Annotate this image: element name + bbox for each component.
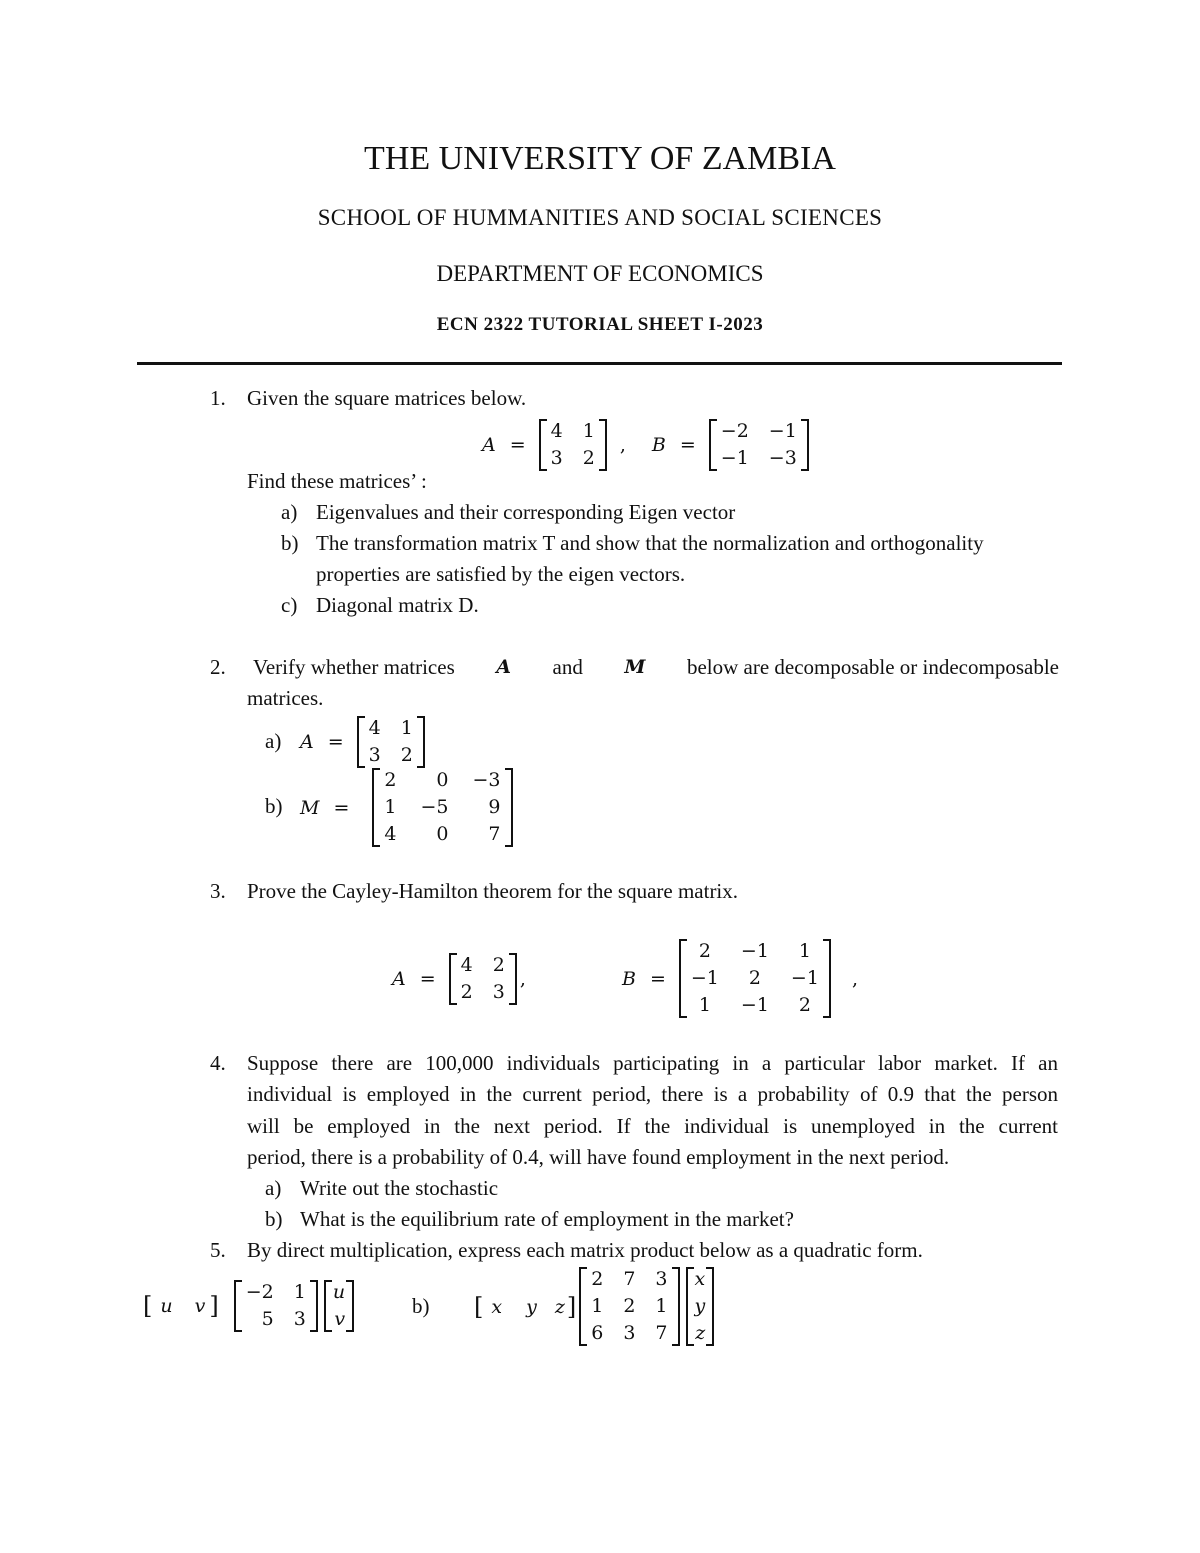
- q5-text: By direct multiplication, express each matrix product below as a quadratic form.: [247, 1238, 923, 1262]
- q4-b-label: b): [265, 1207, 283, 1231]
- q2-a-label: a): [265, 729, 282, 753]
- q2-matrix-M: 2 0 −3 1 −5 9 4 0 7: [372, 767, 512, 848]
- q5-matrix-b: 2 7 3 1 2 1 6 3 7: [579, 1266, 679, 1347]
- q4-line2: individual is employed in the current period, there is a probability of 0.9 that the person: [247, 1082, 1058, 1106]
- school-title: SCHOOL OF HUMMANITIES AND SOCIAL SCIENCES: [317, 205, 883, 230]
- q3-A-equation: A = 4 2 2 3 ,: [392, 952, 526, 1006]
- q2-b-label: b): [265, 794, 283, 818]
- university-title: THE UNIVERSITY OF ZAMBIA: [364, 140, 836, 177]
- q1-A-label: A: [482, 434, 496, 456]
- q3-B-equation: B = 2 −1 1 −1 2 −1 1 −1 2 ,: [622, 938, 858, 1019]
- q3-number: 3.: [210, 879, 226, 903]
- q4-line3: will be employed in the next period. If the individual is unemployed in the current: [247, 1114, 1058, 1138]
- q3-matrix-A: 4 2 2 3: [449, 952, 517, 1006]
- q1-find: Find these matrices’ :: [247, 469, 427, 493]
- q1-matrix-B: −2 −1 −1 −3: [709, 418, 809, 472]
- q5-a-expression: [ u v ] −2 1 5 3 u v: [143, 1279, 357, 1333]
- q4-number: 4.: [210, 1051, 226, 1075]
- q2-b-equation: M = 2 0 −3 1 −5 9 4 0 7: [300, 767, 516, 848]
- q5-b-expression: [ x y z ] 2 7 3 1 2 1 6 3 7 x y z: [474, 1266, 717, 1347]
- q2-text-line1: Verify whether matrices A and M below are decomposable or indecomposable: [253, 652, 1059, 683]
- q5-b-label: b): [412, 1294, 430, 1318]
- q1-text: Given the square matrices below.: [247, 386, 527, 410]
- q1-b-text-line1: The transformation matrix T and show that the normalization and orthogonality: [316, 531, 984, 555]
- q3-text: Prove the Cayley-Hamilton theorem for the square matrix.: [247, 879, 739, 903]
- q2-M-inline: M: [624, 656, 646, 678]
- q1-equals-a: =: [509, 434, 526, 456]
- q1-matrix-A: 4 1 3 2: [539, 418, 607, 472]
- q2-A-inline: A: [496, 656, 512, 678]
- q1-c-text: Diagonal matrix D.: [316, 593, 479, 617]
- q2-a-equation: A = 4 1 3 2: [300, 715, 428, 769]
- department-title: DEPARTMENT OF ECONOMICS: [436, 261, 764, 286]
- sheet-title: ECN 2322 TUTORIAL SHEET I-2023: [436, 314, 764, 335]
- header-divider: [137, 362, 1062, 365]
- q4-a-text: Write out the stochastic: [300, 1176, 499, 1200]
- q1-b-text-line2: properties are satisfied by the eigen vectors.: [316, 562, 686, 586]
- q1-equation: [482, 418, 812, 472]
- q5-number: 5.: [210, 1238, 226, 1262]
- q4-b-text: What is the equilibrium rate of employment in the market?: [300, 1207, 794, 1231]
- q5-vector-a: u v: [324, 1279, 354, 1333]
- q2-matrix-A: 4 1 3 2: [357, 715, 425, 769]
- q3-matrix-B: 2 −1 1 −1 2 −1 1 −1 2: [679, 938, 831, 1019]
- q1-number: 1.: [210, 386, 226, 410]
- q4-line4: period, there is a probability of 0.4, will have found employment in the next period.: [247, 1145, 950, 1169]
- q4-line1: Suppose there are 100,000 individuals participating in a particular labor market. If an: [247, 1051, 1058, 1075]
- q1-B-label: B: [651, 434, 666, 456]
- q1-a-text: Eigenvalues and their corresponding Eigen vector: [316, 500, 736, 524]
- q5-vector-b: x y z: [686, 1266, 715, 1347]
- q1-equals-b: =: [679, 434, 696, 456]
- q5-matrix-a: −2 1 5 3: [234, 1279, 318, 1333]
- q4-a-label: a): [265, 1176, 282, 1200]
- q1-a-label: a): [281, 500, 298, 524]
- q1-comma: ,: [619, 434, 626, 456]
- q2-text-line2: matrices.: [247, 686, 324, 710]
- q1-b-label: b): [281, 531, 299, 555]
- q2-number: 2.: [210, 655, 226, 679]
- q1-c-label: c): [281, 593, 298, 617]
